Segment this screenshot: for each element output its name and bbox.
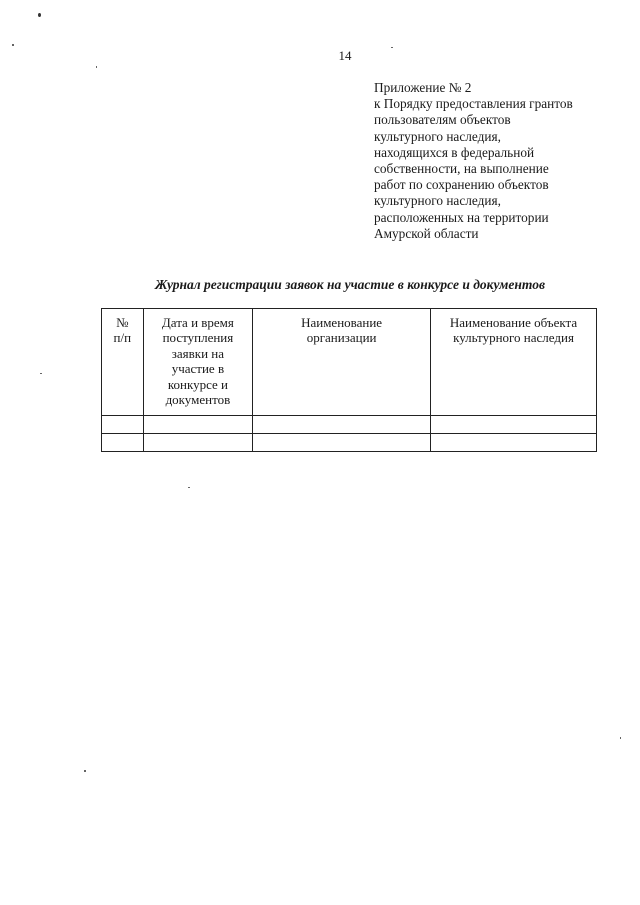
- appendix-note: [374, 80, 614, 242]
- header-line: п/п: [113, 330, 132, 346]
- appendix-line: расположенных на территории: [374, 209, 549, 225]
- table-cell: [431, 416, 597, 434]
- table-cell: [143, 416, 253, 434]
- scan-speck: [188, 487, 190, 488]
- scan-speck: [620, 737, 621, 739]
- column-header-organization: [253, 309, 431, 416]
- journal-table: [101, 308, 597, 452]
- column-header-heritage-object: [431, 309, 597, 416]
- scan-speck: [391, 47, 393, 48]
- header-line: культурного наследия: [453, 330, 574, 346]
- table-cell: [253, 434, 431, 452]
- scan-speck: [38, 13, 41, 17]
- table-cell: [102, 434, 144, 452]
- appendix-line: Амурской области: [374, 225, 479, 241]
- table-cell: [253, 416, 431, 434]
- header-line: Наименование объекта: [449, 315, 578, 330]
- appendix-line: культурного наследия,: [374, 128, 501, 144]
- scan-speck: [12, 44, 14, 46]
- journal-title: Журнал регистрации заявок на участие в конкурсе и документов: [154, 277, 546, 292]
- appendix-line: работ по сохранению объектов: [374, 177, 549, 193]
- header-line: Дата и время: [161, 315, 234, 330]
- page-number: 14: [338, 48, 352, 63]
- header-line: организации: [306, 330, 377, 346]
- header-line: документов: [165, 392, 231, 408]
- column-header-date: [143, 309, 253, 416]
- header-line: заявки на: [171, 345, 225, 361]
- table-row: [102, 416, 597, 434]
- table-cell: [431, 434, 597, 452]
- header-line: поступления: [162, 330, 234, 346]
- scan-speck: [40, 373, 42, 374]
- table-row: [102, 434, 597, 452]
- appendix-line: к Порядку предоставления грантов: [374, 96, 573, 112]
- header-line: №: [116, 315, 129, 330]
- appendix-line: пользователям объектов: [374, 112, 511, 128]
- appendix-line: культурного наследия,: [374, 193, 501, 209]
- scan-speck: [84, 770, 86, 772]
- appendix-line: Приложение № 2: [374, 80, 472, 95]
- appendix-line: находящихся в федеральной: [374, 144, 535, 160]
- table-header-row: [102, 309, 597, 416]
- scan-speck: [96, 66, 97, 68]
- table-cell: [143, 434, 253, 452]
- column-header-number: [102, 309, 144, 416]
- appendix-line: собственности, на выполнение: [374, 161, 549, 177]
- header-line: участие в: [171, 361, 225, 377]
- header-line: конкурсе и: [167, 376, 228, 392]
- header-line: Наименование: [301, 315, 383, 330]
- table-cell: [102, 416, 144, 434]
